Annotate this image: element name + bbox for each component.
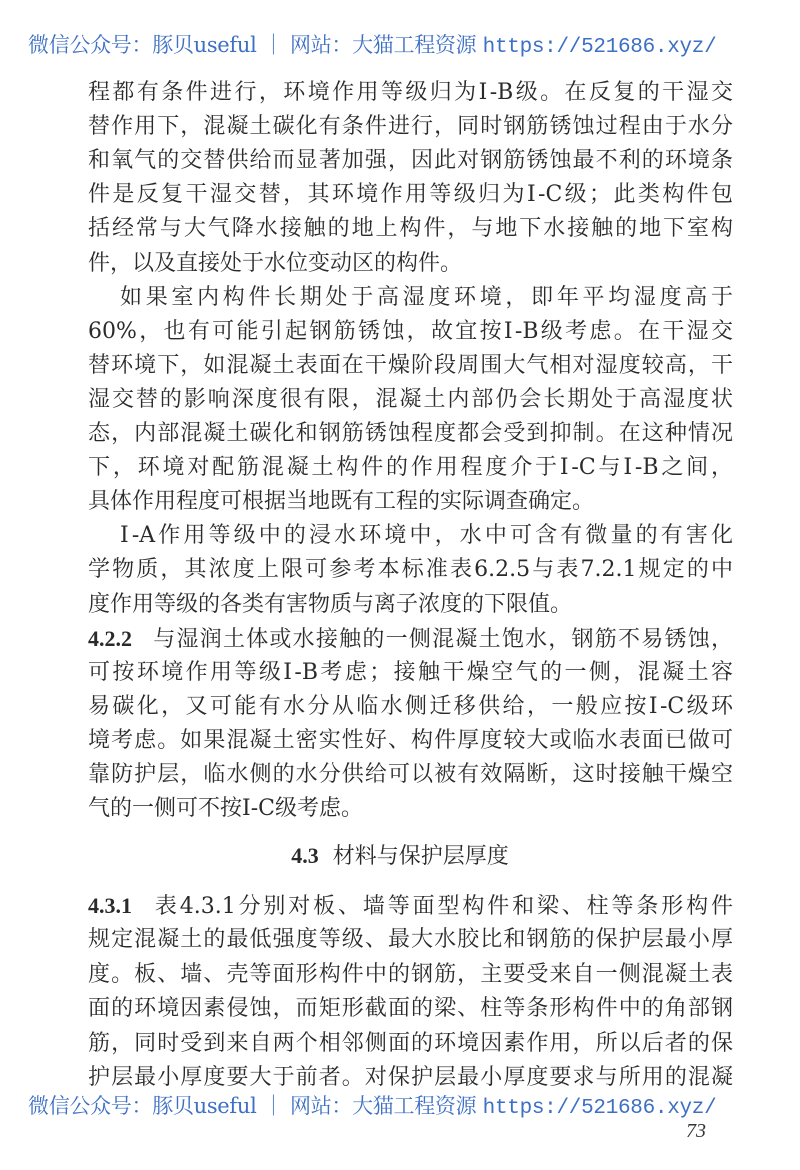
text-line	[88, 114, 733, 140]
text-line	[88, 557, 733, 583]
line-text: 件是反复干湿交替，其环境作用等级归为Ⅰ-C级；此类构件包	[88, 182, 733, 208]
text-line	[88, 927, 733, 953]
line-text: 与湿润土体或水接触的一侧混凝土饱水，钢筋不易锈蚀，	[152, 626, 733, 652]
line-text: 件，以及直接处于水位变动区的构件。	[88, 250, 463, 276]
text-line	[88, 728, 733, 754]
text-line	[88, 1065, 733, 1091]
line-text: 筋，同时受到来自两个相邻侧面的环境因素作用，所以后者的保	[88, 1030, 733, 1056]
line-text: 括经常与大气降水接触的地上构件，与地下水接触的地下室构	[88, 216, 733, 242]
line-text: 湿交替的影响深度很有限，混凝土内部仍会长期处于高湿度状	[88, 386, 733, 412]
line-text: 易碳化，又可能有水分从临水侧迁移供给，一般应按Ⅰ-C级环	[88, 693, 733, 719]
line-text: 护层最小厚度要大于前者。对保护层最小厚度要求与所用的混凝	[88, 1065, 733, 1090]
clause-number: 4.2.2	[88, 625, 132, 651]
text-line	[88, 148, 733, 174]
line-text: 表4.3.1分别对板、墙等面型构件和梁、柱等条形构件	[152, 894, 733, 919]
watermark-url[interactable]: https://521686.xyz/	[482, 1097, 717, 1120]
section-heading	[0, 843, 800, 870]
line-text: 60%，也有可能引起钢筋锈蚀，故宜按Ⅰ-B级考虑。在干湿交	[88, 318, 733, 344]
line-text: 规定混凝土的最低强度等级、最大水胶比和钢筋的保护层最小厚	[88, 927, 733, 953]
text-line	[88, 353, 733, 379]
text-line	[88, 421, 733, 447]
section-title: 材料与保护层厚度	[332, 844, 509, 869]
line-text: Ⅰ-A作用等级中的浸水环境中，水中可含有微量的有害化	[120, 523, 733, 549]
text-line	[88, 893, 733, 919]
text-line	[88, 762, 733, 788]
line-text: 具体作用程度可根据当地既有工程的实际调查确定。	[88, 489, 595, 515]
line-text: 下，环境对配筋混凝土构件的作用程度介于Ⅰ-C与Ⅰ-B之间，	[88, 455, 733, 481]
text-line	[88, 996, 733, 1022]
line-text: 态，内部混凝土碳化和钢筋锈蚀程度都会受到抑制。在这种情况	[88, 421, 733, 446]
line-text: 如果室内构件长期处于高湿度环境，即年平均湿度高于	[120, 284, 733, 310]
text-line	[88, 489, 733, 515]
line-text: 可按环境作用等级Ⅰ-B考虑；接触干燥空气的一侧，混凝土容	[88, 659, 733, 685]
text-line	[88, 455, 733, 481]
line-text: 靠防护层，临水侧的水分供给可以被有效隔断，这时接触干燥空	[88, 762, 733, 787]
watermark-top	[28, 33, 778, 59]
text-line	[88, 319, 733, 345]
text-line	[88, 80, 733, 106]
watermark-url[interactable]: https://521686.xyz/	[482, 36, 717, 59]
page-number: 73	[686, 1120, 706, 1142]
text-line	[120, 523, 733, 549]
line-text: 气的一侧可不按Ⅰ-C级考虑。	[88, 796, 363, 822]
clause-number: 4.3.1	[88, 893, 132, 918]
text-line	[88, 592, 733, 618]
text-line	[88, 660, 733, 686]
line-text: 境考虑。如果混凝土密实性好、构件厚度较大或临水表面已做可	[88, 727, 733, 753]
text-line	[120, 285, 733, 311]
text-line	[88, 182, 733, 208]
watermark-text: 微信公众号：豚贝useful ｜ 网站：大猫工程资源	[28, 33, 483, 57]
line-text: 程都有条件进行，环境作用等级归为Ⅰ-B级。在反复的干湿交	[88, 80, 733, 105]
line-text: 替环境下，如混凝土表面在干燥阶段周围大气相对湿度较高，干	[88, 352, 733, 378]
text-line	[88, 694, 733, 720]
line-text: 面的环境因素侵蚀，而矩形截面的梁、柱等条形构件中的角部钢	[88, 996, 733, 1022]
line-text: 度。板、墙、壳等面形构件中的钢筋，主要受来自一侧混凝土表	[88, 961, 733, 987]
line-text: 学物质，其浓度上限可参考本标准表6.2.5与表7.2.1规定的中	[88, 557, 733, 583]
text-line	[88, 626, 733, 652]
watermark-text: 微信公众号：豚贝useful ｜ 网站：大猫工程资源	[28, 1094, 483, 1118]
line-text: 度作用等级的各类有害物质与离子浓度的下限值。	[88, 591, 573, 617]
text-line	[88, 387, 733, 413]
text-line	[88, 216, 733, 242]
text-line	[88, 796, 733, 822]
line-text: 和氧气的交替供给而显著加强，因此对钢筋锈蚀最不利的环境条	[88, 148, 733, 174]
text-line	[88, 962, 733, 988]
text-line	[88, 1031, 733, 1057]
line-text: 替作用下，混凝土碳化有条件进行，同时钢筋锈蚀过程由于水分	[88, 114, 733, 140]
watermark-bottom	[28, 1094, 778, 1120]
section-number: 4.3	[291, 843, 319, 868]
text-line	[88, 251, 733, 277]
